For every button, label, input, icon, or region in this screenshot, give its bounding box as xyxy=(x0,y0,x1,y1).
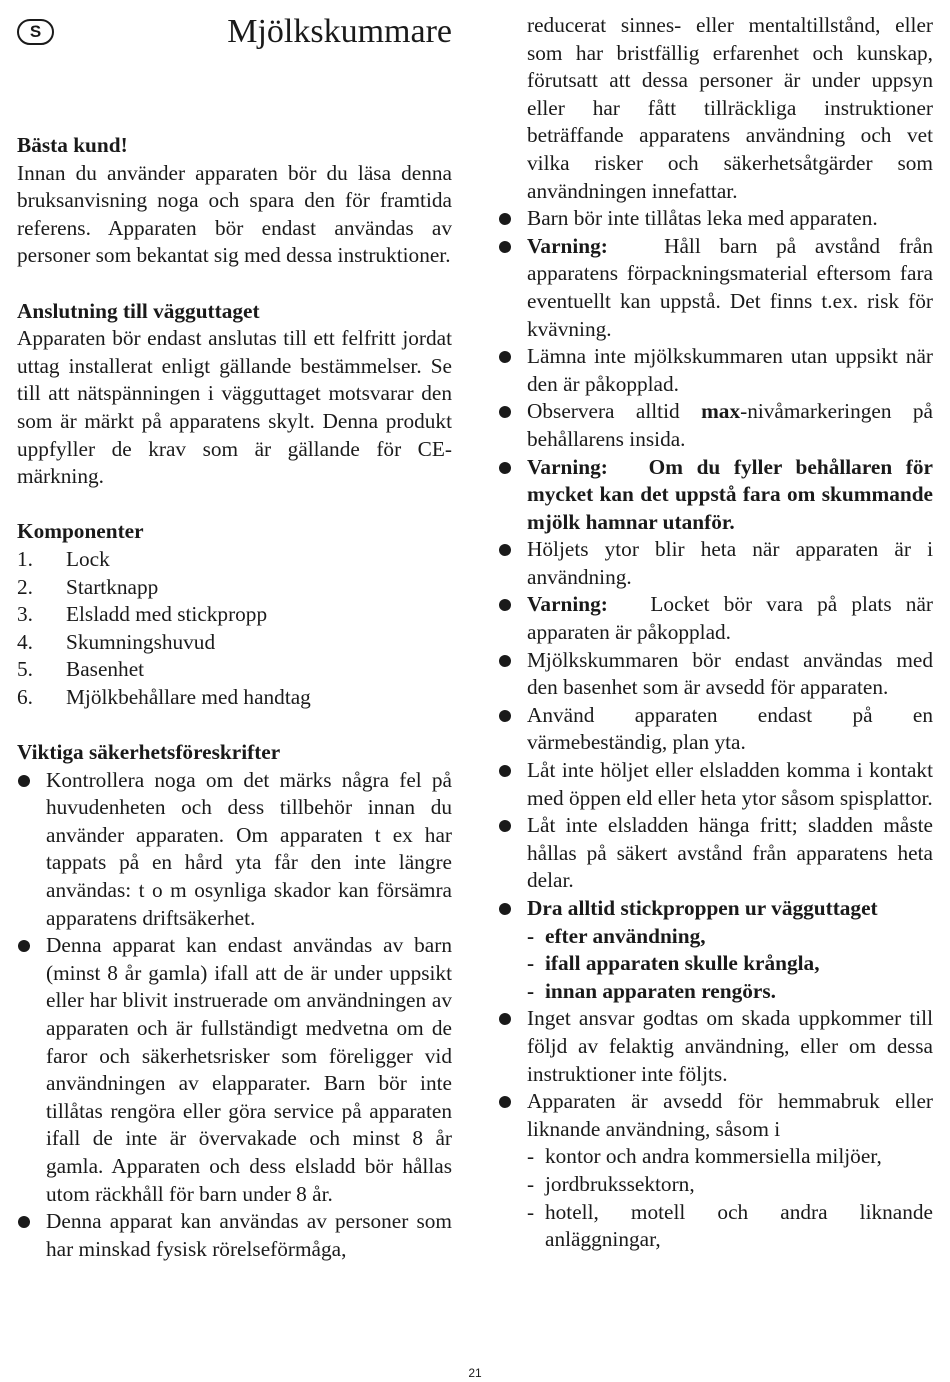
sub-item-text: ifall apparaten skulle krångla, xyxy=(545,951,820,976)
list-item xyxy=(17,574,452,602)
item-number: 6. xyxy=(17,684,33,709)
warning-label: Varning: xyxy=(527,592,608,617)
safety-bullet: Låt inte elsladden hänga fritt; sladden måste hållas på säkert avstånd från apparatens heta delar. xyxy=(498,812,933,895)
sub-item-text: hotell, motell och andra liknande anläggningar, xyxy=(545,1199,933,1252)
item-number: 1. xyxy=(17,546,33,571)
item-label: Mjölkbehållare med handtag xyxy=(66,684,311,709)
sub-item: - innan apparaten rengörs. xyxy=(527,978,776,1003)
item-number: 4. xyxy=(17,629,33,654)
page-number: 21 xyxy=(468,1366,482,1380)
page-title: Mjölkskummare xyxy=(227,13,452,50)
sub-item: - kontor och andra kommersiella miljöer, xyxy=(527,1144,882,1169)
item-number: 5. xyxy=(17,657,33,682)
sub-item-text: jordbrukssektorn, xyxy=(545,1171,695,1196)
language-badge: S xyxy=(17,19,54,45)
safety-heading: Viktiga säkerhetsföreskrifter xyxy=(17,740,281,765)
continuation-paragraph xyxy=(498,12,933,205)
safety-bullet: Denna apparat kan endast användas av barn (minst 8 år gamla) ifall att de är under uppsikt eller har blivit instruerade om användningen av apparaten och är fullständigt medvetna om de faror och säkerhetsrisker som föreligger vid användningen av elapparater. Barn bör inte tillåtas rengöra eller göra service på apparaten ifall de inte är övervakade och minst 8 år gamla. Apparaten och dess elsladd bör hållas utom räckhåll för barn under 8 år. xyxy=(17,932,452,1208)
greeting-heading: Bästa kund! xyxy=(17,133,128,157)
left-column xyxy=(17,132,452,1263)
max-pre: Observera alltid xyxy=(527,399,702,424)
components-list xyxy=(17,546,452,712)
sub-item-text: innan apparaten rengörs. xyxy=(545,978,776,1003)
components-heading: Komponenter xyxy=(17,519,144,544)
sub-item-text: efter användning, xyxy=(545,923,706,948)
max-post: -nivåmarkeringen på behållarens insida. xyxy=(527,399,933,451)
warning-text: Håll barn på avstånd från apparatens förpackningsmaterial eftersom fara eventuellt kan uppstå. Det finns t.ex. risk för kvävning. xyxy=(527,233,933,341)
continuation-text: reducerat sinnes- eller mentaltillstånd, eller som har bristfällig erfarenhet och kunskap, förutsatt att dessa personer är under uppsyn eller har fått tillräckliga instruktioner beträffande apparatens användning och vet vilka risker och säkerhetsåtgärder som användningen innefattar. xyxy=(527,13,933,203)
connection-paragraph: Apparaten bör endast anslutas till ett felfritt jordat uttag installerat enligt gällande bestämmelser. Se till att nätspänningen i vägguttaget motsvarar den som är märkt på apparatens skylt. Denna produkt uppfyller de krav som är gällande för CE-märkning. xyxy=(17,326,452,489)
list-item xyxy=(17,684,452,712)
list-item xyxy=(17,601,452,629)
max-bold: max xyxy=(701,399,741,424)
warning-text: Locket bör vara på plats när apparaten är påkopplad. xyxy=(527,592,933,645)
item-label: Basenhet xyxy=(66,657,145,682)
safety-bullet: Denna apparat kan användas av personer som har minskad fysisk rörelseförmåga, xyxy=(17,1208,452,1263)
safety-bullet xyxy=(498,398,933,453)
sub-item: - jordbrukssektorn, xyxy=(527,1171,695,1196)
intro-paragraph: Innan du använder apparaten bör du läsa denna bruksanvisning noga och spara den för framtida referens. Apparaten bör endast användas av personer som bekantat sig med dessa instruktioner. xyxy=(17,160,452,268)
sub-item: - ifall apparaten skulle krångla, xyxy=(527,951,820,976)
sub-item: - efter användning, xyxy=(527,923,706,948)
safety-bullet: Dra alltid stickproppen ur vägguttaget xyxy=(498,895,933,923)
list-item xyxy=(17,546,452,574)
item-number: 3. xyxy=(17,602,33,627)
warning-label: Varning: xyxy=(527,233,608,258)
safety-bullet: Apparaten är avsedd för hemmabruk eller liknande användning, såsom i xyxy=(498,1088,933,1143)
safety-bullet: Barn bör inte tillåtas leka med apparaten. xyxy=(498,205,933,233)
safety-bullet: Höljets ytor blir heta när apparaten är i användning. xyxy=(498,536,933,591)
list-item xyxy=(17,656,452,684)
right-column xyxy=(498,12,933,1254)
item-label: Startknapp xyxy=(66,574,159,599)
safety-bullet xyxy=(498,591,933,646)
sub-item-text: kontor och andra kommersiella miljöer, xyxy=(545,1144,882,1169)
sub-item: - hotell, motell och andra liknande anläggningar, xyxy=(527,1199,933,1252)
item-label: Skumningshuvud xyxy=(66,629,216,654)
safety-bullet: Kontrollera noga om det märks några fel på huvudenheten och dess tillbehör innan du använder apparaten. Om apparaten t ex har tappats på en hård yta får den inte längre användas: t o m osynliga skador kan försämra apparatens driftsäkerhet. xyxy=(17,767,452,933)
warning-label: Varning: xyxy=(527,454,608,479)
safety-bullet: Lämna inte mjölkskummaren utan uppsikt när den är påkopplad. xyxy=(498,343,933,398)
safety-bullet xyxy=(498,454,933,537)
safety-bullet: Mjölkskummaren bör endast användas med den basenhet som är avsedd för apparaten. xyxy=(498,647,933,702)
item-label: Elsladd med stickpropp xyxy=(66,602,268,627)
safety-bullet: Låt inte höljet eller elsladden komma i kontakt med öppen eld eller heta ytor såsom spisplattor. xyxy=(498,757,933,812)
safety-bullet: Inget ansvar godtas om skada uppkommer till följd av felaktig användning, eller om dessa instruktioner inte följts. xyxy=(498,1005,933,1088)
list-item xyxy=(17,629,452,657)
connection-heading: Anslutning till vägguttaget xyxy=(17,298,260,323)
warning-text: Om du fyller behållaren för mycket kan det uppstå fara om skummande mjölk hamnar utanför. xyxy=(527,454,933,534)
item-number: 2. xyxy=(17,574,33,599)
safety-bullet xyxy=(498,233,933,343)
safety-bullet: Använd apparaten endast på en värmebeständig, plan yta. xyxy=(498,702,933,757)
item-label: Lock xyxy=(66,546,110,571)
